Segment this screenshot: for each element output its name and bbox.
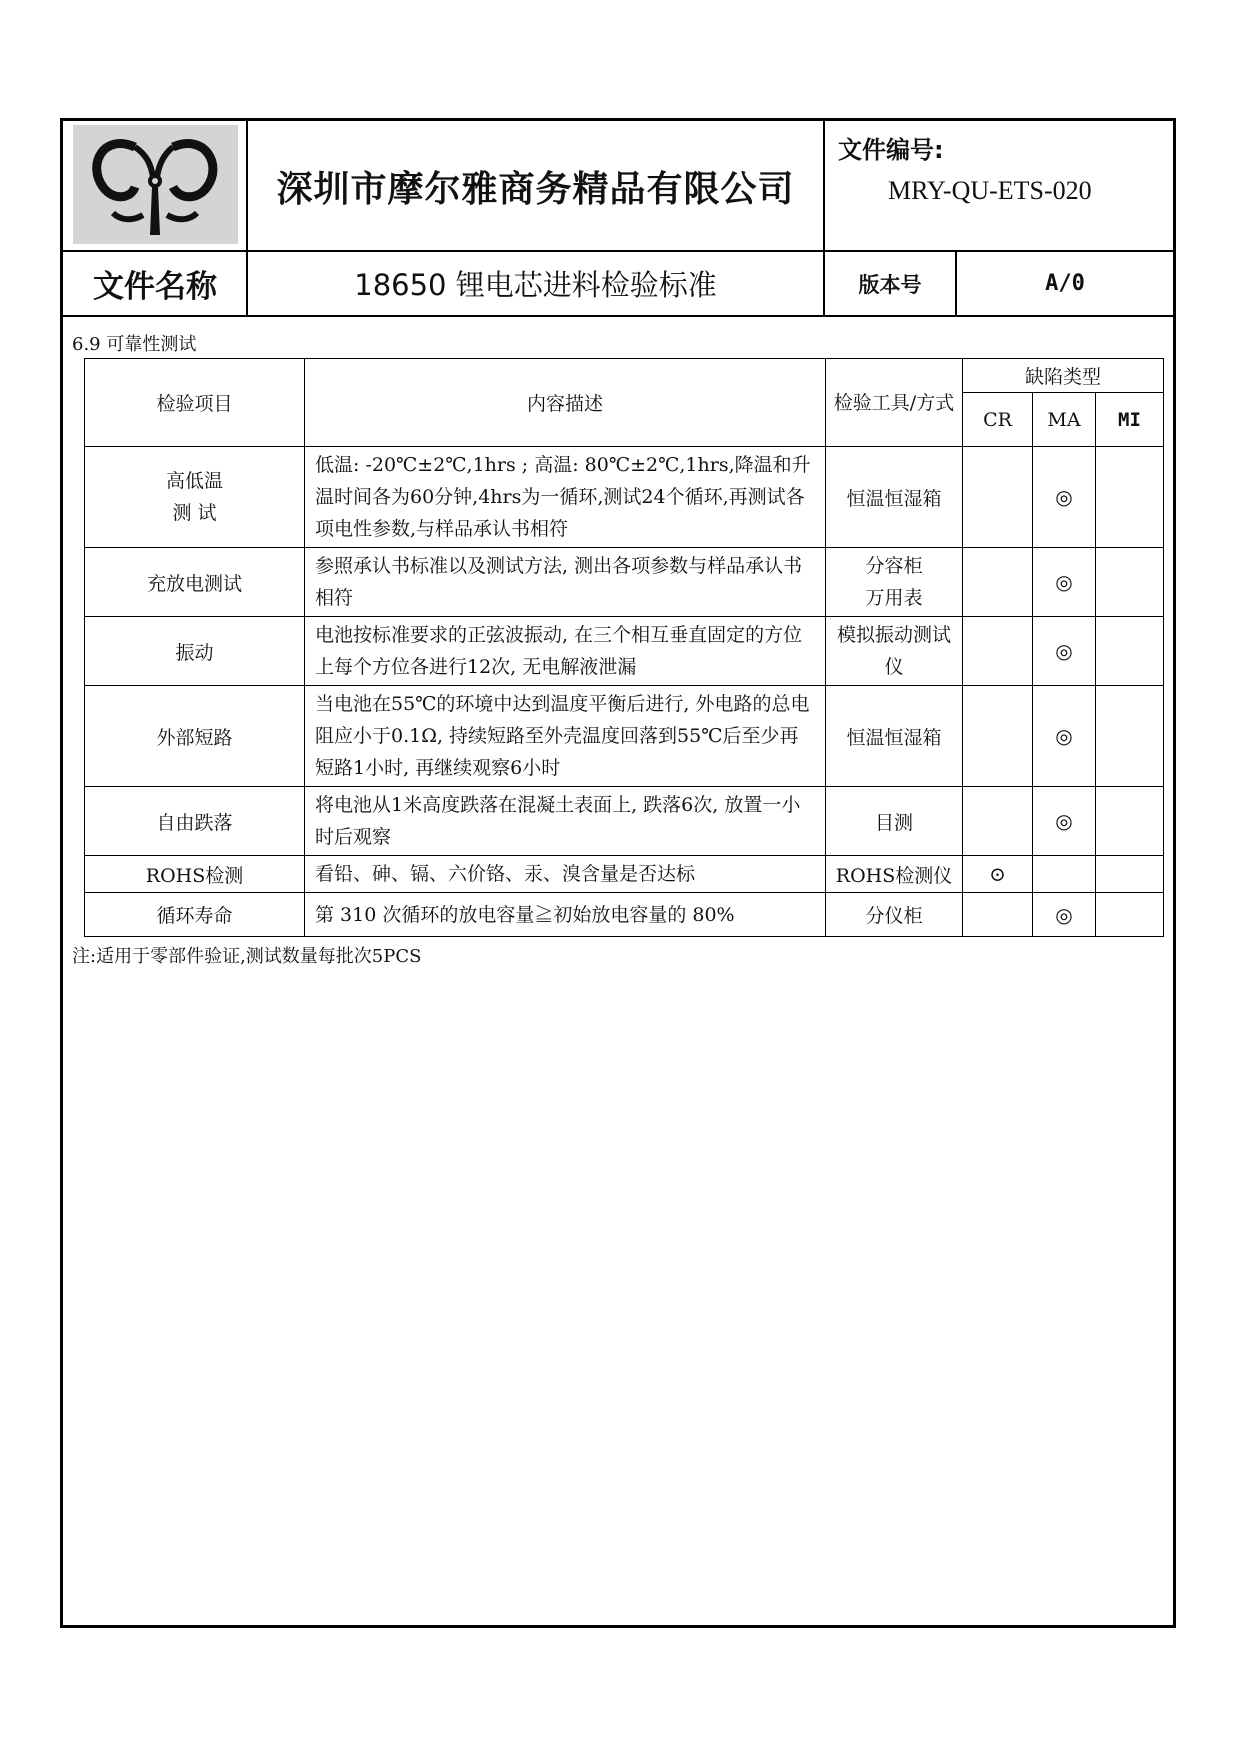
- header-content: 内容描述: [305, 359, 826, 447]
- row-cr: [963, 893, 1033, 937]
- row-ma: ◎: [1033, 787, 1096, 856]
- header-bottom-divider: [60, 315, 1176, 317]
- logo-emblem-icon: [73, 125, 238, 244]
- row-cr: [963, 548, 1033, 617]
- row-cr: ⊙: [963, 856, 1033, 893]
- row-ma: ◎: [1033, 548, 1096, 617]
- doc-number-value: MRY-QU-ETS-020: [888, 176, 1092, 205]
- row-item: 振动: [85, 617, 305, 686]
- row-mi: [1096, 856, 1164, 893]
- header-cr: CR: [963, 393, 1033, 447]
- row-content: 第 310 次循环的放电容量≧初始放电容量的 80%: [305, 893, 826, 937]
- row-content: 电池按标准要求的正弦波振动, 在三个相互垂直固定的方位上每个方位各进行12次, 无电解液泄漏: [305, 617, 826, 686]
- row-cr: [963, 787, 1033, 856]
- row-mi: [1096, 787, 1164, 856]
- row-cr: [963, 447, 1033, 548]
- row-mi: [1096, 447, 1164, 548]
- row-cr: [963, 617, 1033, 686]
- doc-name-label: 文件名称: [93, 269, 217, 305]
- row-item: 循环寿命: [85, 893, 305, 937]
- row-content: 将电池从1米高度跌落在混凝土表面上, 跌落6次, 放置一小时后观察: [305, 787, 826, 856]
- row-tool: 恒温恒湿箱: [826, 686, 963, 787]
- row-item: 自由跌落: [85, 787, 305, 856]
- row-ma: [1033, 856, 1096, 893]
- company-logo: [73, 125, 238, 244]
- row-tool: ROHS检测仪: [826, 856, 963, 893]
- company-name: 深圳市摩尔雅商务精品有限公司: [276, 168, 795, 210]
- table-row: [85, 617, 1164, 686]
- row-tool: 恒温恒湿箱: [826, 447, 963, 548]
- row-tool: 模拟振动测试仪: [826, 617, 963, 686]
- header-defect-type: 缺陷类型: [963, 359, 1164, 393]
- row-mi: [1096, 548, 1164, 617]
- doc-number-label: 文件编号:: [838, 136, 944, 164]
- row-item: 高低温 测 试: [85, 447, 305, 548]
- header-item: 检验项目: [85, 359, 305, 447]
- table-row: [85, 787, 1164, 856]
- table-row: [85, 548, 1164, 617]
- row-content: 低温: -20℃±2℃,1hrs ; 高温: 80℃±2℃,1hrs,降温和升温时间各为60分钟,4hrs为一循环,测试24个循环,再测试各项电性参数,与样品承认书相符: [305, 447, 826, 548]
- row-cr: [963, 686, 1033, 787]
- row-mi: [1096, 893, 1164, 937]
- row-tool: 分容柜 万用表: [826, 548, 963, 617]
- table-row: [85, 893, 1164, 937]
- header-ma: MA: [1033, 393, 1096, 447]
- row-mi: [1096, 617, 1164, 686]
- row-tool: 分仪柜: [826, 893, 963, 937]
- row-item: ROHS检测: [85, 856, 305, 893]
- footnote: 注:适用于零部件验证,测试数量每批次5PCS: [72, 946, 422, 967]
- table-row: [85, 447, 1164, 548]
- header-mi: MI: [1096, 393, 1164, 447]
- row-item: 外部短路: [85, 686, 305, 787]
- row-ma: ◎: [1033, 617, 1096, 686]
- section-title: 6.9 可靠性测试: [72, 334, 197, 355]
- row-ma: ◎: [1033, 686, 1096, 787]
- row-item: 充放电测试: [85, 548, 305, 617]
- row-content: 当电池在55℃的环境中达到温度平衡后进行, 外电路的总电阻应小于0.1Ω, 持续短路至外壳温度回落到55℃后至少再短路1小时, 再继续观察6小时: [305, 686, 826, 787]
- row-ma: ◎: [1033, 447, 1096, 548]
- row-content: 参照承认书标准以及测试方法, 测出各项参数与样品承认书相符: [305, 548, 826, 617]
- row-mi: [1096, 686, 1164, 787]
- row-ma: ◎: [1033, 893, 1096, 937]
- version-value: A/0: [1045, 271, 1085, 296]
- table-header-row: [85, 359, 1164, 393]
- inspection-table: [84, 358, 1164, 937]
- doc-name-value: 18650 锂电芯进料检验标准: [354, 268, 717, 302]
- row-tool: 目测: [826, 787, 963, 856]
- header-tool: 检验工具/方式: [826, 359, 963, 447]
- table-row: [85, 686, 1164, 787]
- version-label: 版本号: [858, 272, 922, 297]
- row-content: 看铅、砷、镉、六价铬、汞、溴含量是否达标: [305, 856, 826, 893]
- table-row: [85, 856, 1164, 893]
